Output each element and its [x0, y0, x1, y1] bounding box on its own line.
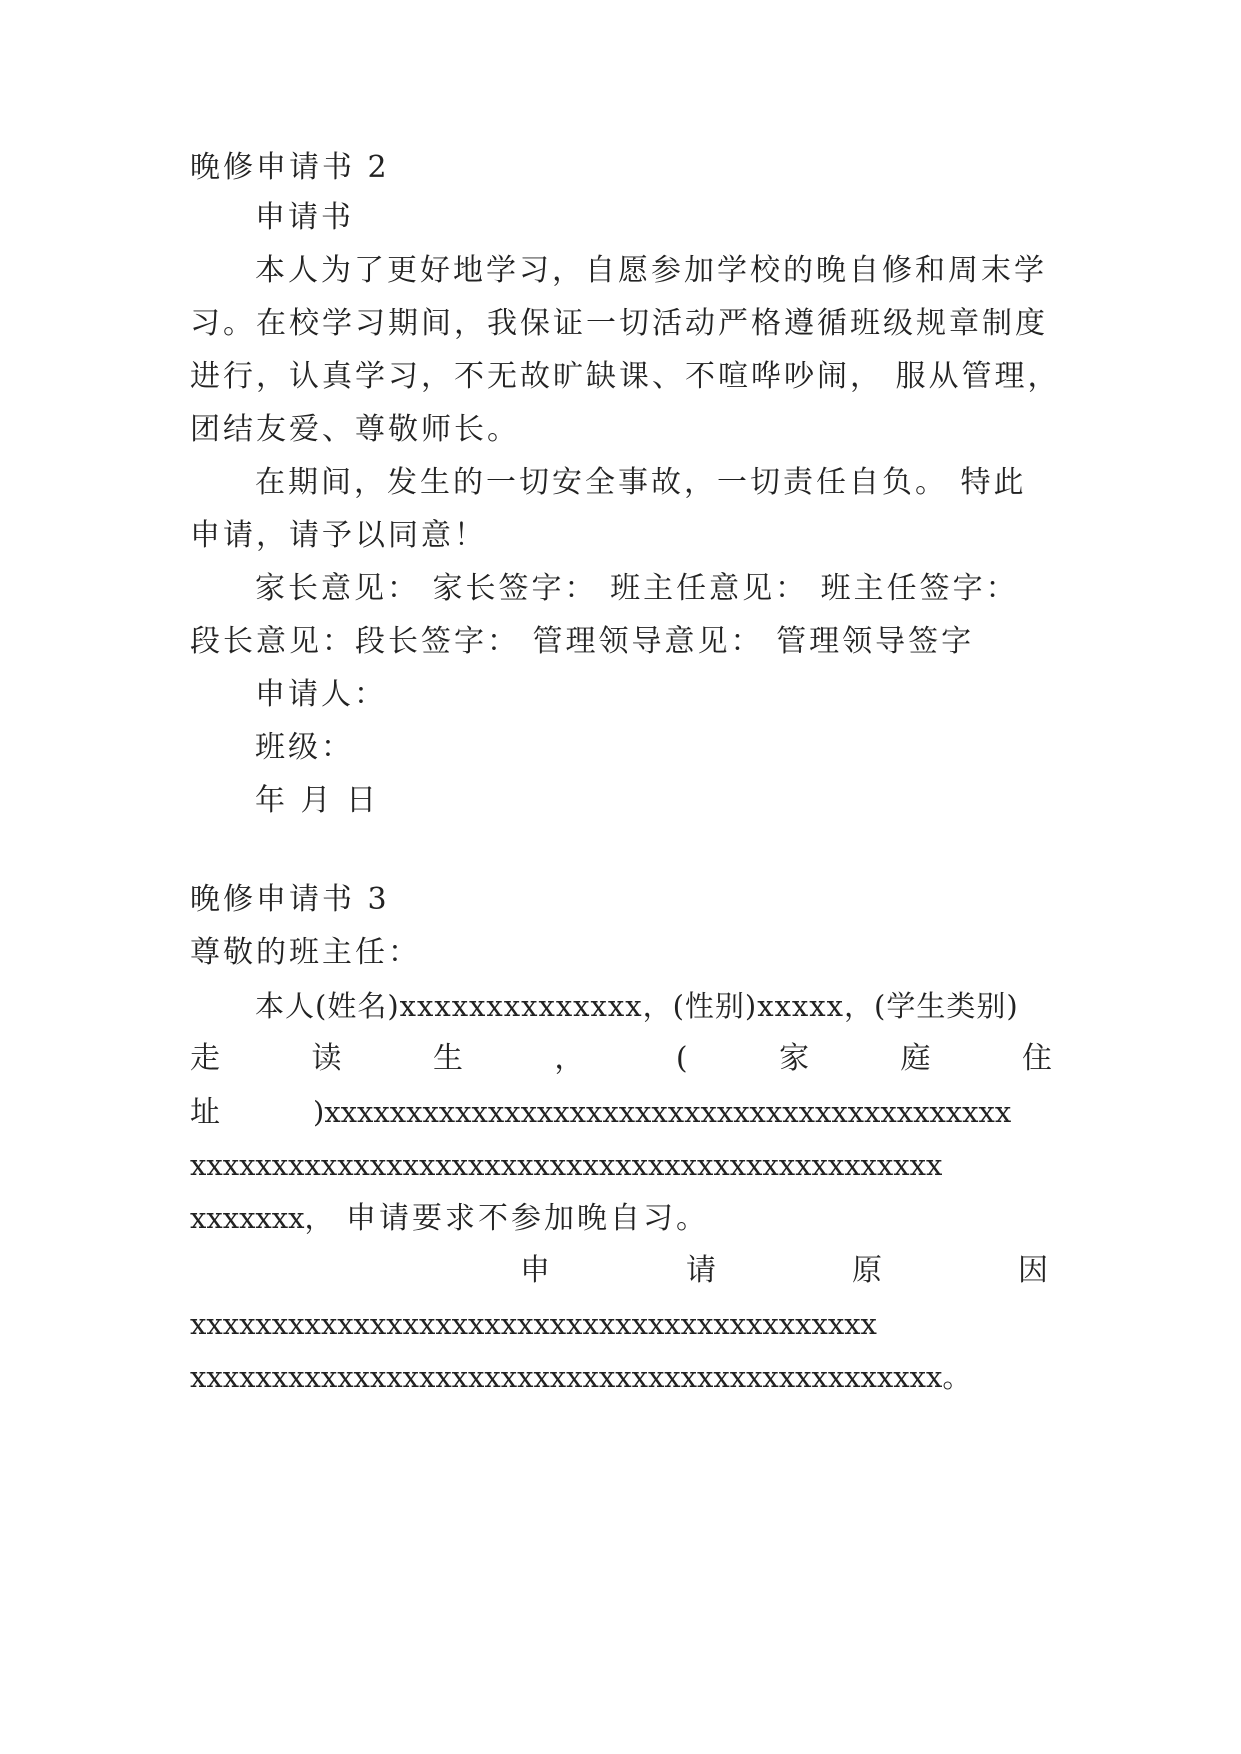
address-line — [190, 1092, 1052, 1132]
reason-heading-char: 原 — [852, 1253, 882, 1288]
date-field: 年 月 日 — [255, 783, 380, 818]
reason-heading-char: 请 — [686, 1253, 716, 1288]
address-value: )xxxxxxxxxxxxxxxxxxxxxxxxxxxxxxxxxxxxxxxxxx — [313, 1095, 1012, 1129]
section2-heading: 申请书 — [255, 200, 354, 235]
section2-title: 晚修申请书 2 — [190, 150, 390, 185]
paragraph-line: 在期间，发生的一切安全事故，一切责任自负。 特此 — [255, 465, 1027, 500]
request-text: 申请要求不参加晚自习。 — [333, 1201, 710, 1236]
request-placeholder: xxxxxxx， — [190, 1201, 334, 1235]
section3-title: 晚修申请书 3 — [190, 882, 390, 917]
address-label: 址 — [190, 1095, 223, 1130]
paragraph-line: 进行，认真学习，不无故旷缺课、不喧哗吵闹， 服从管理， — [190, 359, 1061, 394]
spread-char: ， — [554, 1041, 585, 1076]
spread-char: ( — [675, 1041, 688, 1076]
spread-text-row — [190, 1039, 1052, 1079]
reason-line: xxxxxxxxxxxxxxxxxxxxxxxxxxxxxxxxxxxxxxxxxx — [190, 1307, 877, 1341]
signature-line: 段长意见：段长签字： 管理领导意见： 管理领导签字 — [190, 624, 975, 659]
class-field: 班级： — [255, 730, 354, 765]
reason-heading-char: 申 — [520, 1253, 550, 1288]
spread-char: 读 — [311, 1041, 342, 1076]
spread-char: 家 — [779, 1041, 810, 1076]
salutation: 尊敬的班主任： — [190, 935, 421, 970]
spread-char: 走 — [190, 1041, 220, 1076]
address-continuation: xxxxxxxxxxxxxxxxxxxxxxxxxxxxxxxxxxxxxxxxxxxxxx — [190, 1148, 943, 1182]
spread-char: 生 — [432, 1041, 463, 1076]
reason-heading-char: 因 — [1018, 1253, 1048, 1288]
spread-char: 庭 — [900, 1041, 931, 1076]
signature-line: 家长意见： 家长签字： 班主任意见： 班主任签字： — [255, 571, 1019, 606]
applicant-field: 申请人： — [255, 677, 387, 712]
reason-line: xxxxxxxxxxxxxxxxxxxxxxxxxxxxxxxxxxxxxxxxxxxxxx。 — [190, 1360, 972, 1394]
paragraph-line: 团结友爱、尊敬师长。 — [190, 412, 520, 447]
paragraph-line: 习。在校学习期间，我保证一切活动严格遵循班级规章制度 — [190, 306, 1048, 341]
spread-char: 住 — [1022, 1041, 1052, 1076]
paragraph-line: 本人为了更好地学习，自愿参加学校的晚自修和周末学 — [255, 253, 1047, 288]
paragraph-line: 申请，请予以同意！ — [190, 518, 487, 553]
request-line — [190, 1198, 1052, 1238]
intro-line: 本人(姓名)xxxxxxxxxxxxxx，(性别)xxxxx，(学生类别) — [255, 989, 1019, 1023]
reason-heading — [520, 1251, 1048, 1291]
